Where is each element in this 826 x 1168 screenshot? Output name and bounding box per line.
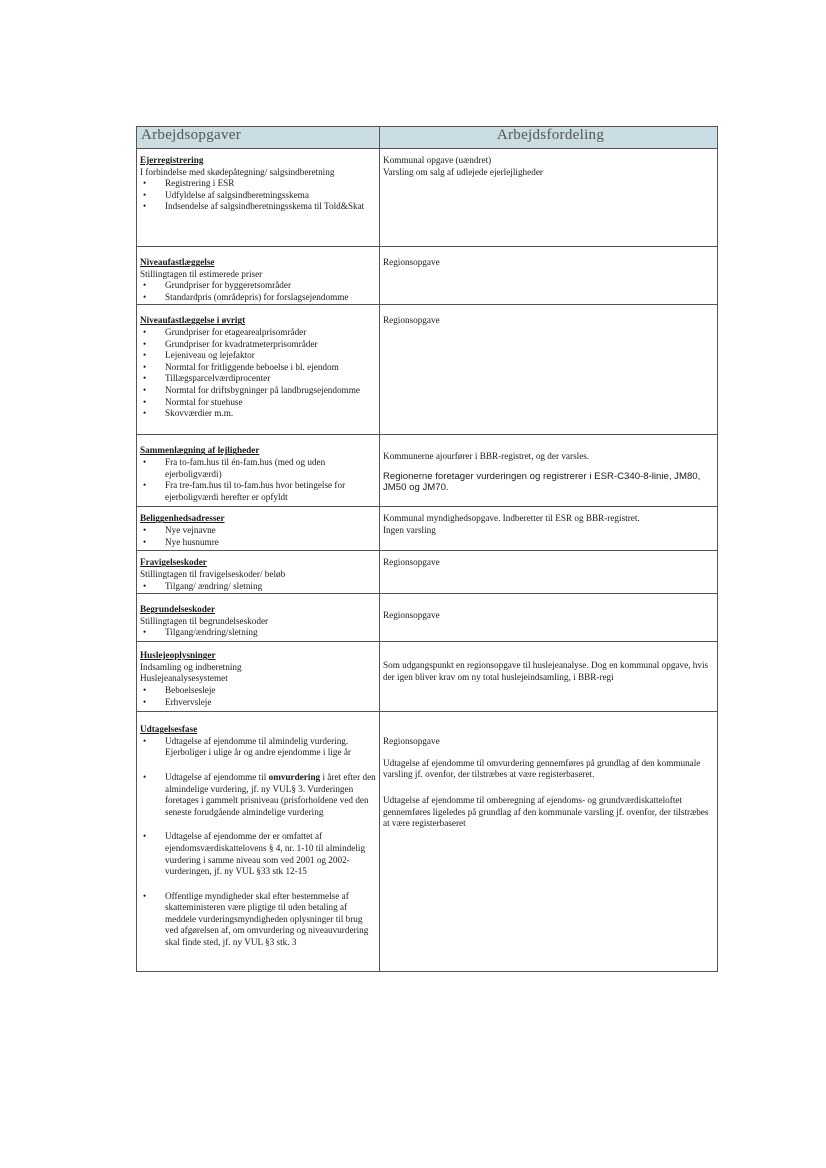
bullet-list: [140, 685, 376, 708]
header-tasks: Arbejdsopgaver: [137, 127, 380, 149]
list-item: • Udtagelse af ejendomme der er omfattet af ejendomsværdiskattelovens § 4, nr. 1-10 til almindelig vurdering i samme niveau som ved 2001 og 2002-vurderingen, jf. ny VUL §33 stk 12-15: [140, 831, 376, 877]
row-intro-2: Huslejeanalysesystemet: [140, 673, 228, 684]
list-item: • Grundpriser for byggeretsområder: [140, 280, 376, 292]
allocation-cell: [380, 247, 718, 305]
bullet-list: [140, 457, 376, 503]
table-row: [137, 247, 718, 305]
list-item: • Nye husnumre: [140, 537, 376, 549]
bullet-list: [140, 327, 376, 420]
table-row: [137, 305, 718, 435]
list-item: • Tilgang/ændring/sletning: [140, 627, 376, 639]
allocation-text: Kommunerne ajourfører i BBR-registret, og der varsles.: [383, 451, 590, 462]
row-title: Niveaufastlæggelse i øvrigt: [140, 315, 246, 326]
allocation-text: Som udgangspunkt en regionsopgave til huslejeanalyse. Dog en kommunal opgave, hvis der igen bliver krav om ny total huslejeindsamling, i BBR-regi: [383, 660, 709, 682]
table-row: [137, 642, 718, 712]
list-item: • Udtagelse af ejendomme til almindelig vurdering. Ejerboliger i ulige år og andre ejendomme i lige år: [140, 736, 376, 759]
row-title: Udtagelsesfase: [140, 724, 198, 735]
row-intro: Stillingtagen til fravigelseskoder/ beløb: [140, 568, 286, 579]
allocation-cell: [380, 507, 718, 551]
bullet-list: [140, 525, 376, 548]
allocation-cell: [380, 712, 718, 972]
row-title: Beliggenhedsadresser: [140, 513, 225, 524]
row-title: Begrundelseskoder: [140, 604, 216, 615]
list-item: • Grundpriser for etagearealprisområder: [140, 327, 376, 339]
allocation-cell: [380, 642, 718, 712]
table-row: [137, 507, 718, 551]
bullet-list: [140, 627, 376, 639]
list-item: • Beboelsesleje: [140, 685, 376, 697]
table-row: [137, 551, 718, 594]
list-item: • Tillægsparcelværdiprocenter: [140, 373, 376, 385]
allocation-cell: [380, 435, 718, 507]
row-title: Ejerregistrering: [140, 155, 204, 165]
table-row: [137, 712, 718, 972]
allocation-text: Regionsopgave: [383, 557, 440, 568]
task-cell: [137, 247, 380, 305]
row-title: Niveaufastlæggelse: [140, 257, 215, 267]
row-title: Fravigelseskoder: [140, 557, 207, 568]
list-item: • Fra to-fam.hus til én-fam.hus (med og uden ejerboligværdi): [140, 457, 376, 480]
list-item: • Registrering i ESR: [140, 178, 376, 190]
row-title: Huslejeoplysninger: [140, 650, 216, 661]
bullet-list: [140, 736, 376, 949]
bullet-list: [140, 581, 376, 593]
emphasis-text: omvurdering: [268, 771, 321, 782]
task-cell: [137, 594, 380, 642]
allocation-cell: [380, 305, 718, 435]
list-item: • Offentlige myndigheder skal efter bestemmelse af skatteministeren være pligtige til uden betaling af meddele vurderingsmyndigheden oplysninger til brug ved afgørelsen af, om omvurdering og niveauvurdering skal finde sted, jf. ny VUL §3 stk. 3: [140, 891, 376, 949]
allocation-text: Ingen varsling: [383, 524, 436, 535]
list-item: • Erhvervsleje: [140, 697, 376, 709]
list-item: • Grundpriser for kvadratmeterprisområder: [140, 339, 376, 351]
row-intro: Stillingtagen til estimerede priser: [140, 268, 263, 279]
table-header-row: [137, 127, 718, 149]
list-item: • Skovværdier m.m.: [140, 408, 376, 420]
task-cell: [137, 149, 380, 247]
list-item: • Indsendelse af salgsindberetningsskema til Told&Skat: [140, 201, 376, 213]
bullet-list: [140, 178, 376, 213]
table-row: [137, 435, 718, 507]
list-item: • Lejeniveau og lejefaktor: [140, 350, 376, 362]
list-item: • Fra tre-fam.hus til to-fam.hus hvor betingelse for ejerboligværdi herefter er opfyldt: [140, 480, 376, 503]
list-item: • Nye vejnavne: [140, 525, 376, 537]
allocation-text: Kommunal opgave (uændret): [383, 155, 492, 165]
allocation-text: Udtagelse af ejendomme til omberegning af ejendoms- og grundværdiskatteloftet gennemføres ligeledes på grundlag af den kommunale varsling jf. ovenfor, der tilstræbes at være registerbaseret: [383, 794, 709, 829]
list-item: • Udfyldelse af salgsindberetningsskema: [140, 190, 376, 202]
allocation-text: Udtagelse af ejendomme til omvurdering gennemføres på grundlag af den kommunale varsling jf. ovenfor, der tilstræbes at være registerbaseret.: [383, 757, 701, 780]
task-cell: [137, 435, 380, 507]
allocation-text: Regionsopgave: [383, 610, 440, 621]
bullet-list: [140, 280, 376, 303]
allocation-cell: [380, 551, 718, 594]
task-cell: [137, 305, 380, 435]
list-item: • Tilgang/ ændring/ sletning: [140, 581, 376, 593]
list-item: • Udtagelse af ejendomme til omvurdering i året efter den almindelige vurdering, jf. ny VUL§ 3. Vurderingen foretages i gammelt prisniveau (prisforholdene ved den seneste forudgående almindelige vurdering: [140, 772, 376, 818]
allocation-text: Regionsopgave: [383, 736, 440, 747]
allocation-cell: [380, 594, 718, 642]
task-allocation-table: [136, 126, 718, 972]
allocation-text: Regionerne foretager vurderingen og registrerer i ESR-C340-8-linie, JM80, JM50 og JM70.: [383, 470, 701, 494]
table-row: [137, 594, 718, 642]
table-row: [137, 149, 718, 247]
list-item: • Normtal for stuehuse: [140, 397, 376, 409]
list-item: • Normtal for fritliggende beboelse i bl. ejendom: [140, 362, 376, 374]
allocation-text: Regionsopgave: [383, 257, 440, 267]
allocation-text: Regionsopgave: [383, 315, 440, 326]
header-allocation: Arbejdsfordeling: [380, 127, 718, 149]
row-title: Sammenlægning af lejligheder: [140, 445, 260, 456]
allocation-text: Kommunal myndighedsopgave. Indberetter til ESR og BBR-registret.: [383, 513, 640, 524]
task-cell: [137, 551, 380, 594]
task-cell: [137, 712, 380, 972]
list-item: • Normtal for driftsbygninger på landbrugsejendomme: [140, 385, 376, 397]
allocation-text: Varsling om salg af udlejede ejerlejligheder: [383, 166, 543, 177]
row-intro: Stillingtagen til begrundelseskoder: [140, 615, 269, 626]
row-intro: Indsamling og indberetning: [140, 661, 242, 672]
allocation-cell: [380, 149, 718, 247]
list-item: • Standardpris (områdepris) for forslagsejendomme: [140, 292, 376, 304]
task-cell: [137, 507, 380, 551]
task-cell: [137, 642, 380, 712]
row-intro: I forbindelse med skødepåtegning/ salgsindberetning: [140, 166, 335, 177]
